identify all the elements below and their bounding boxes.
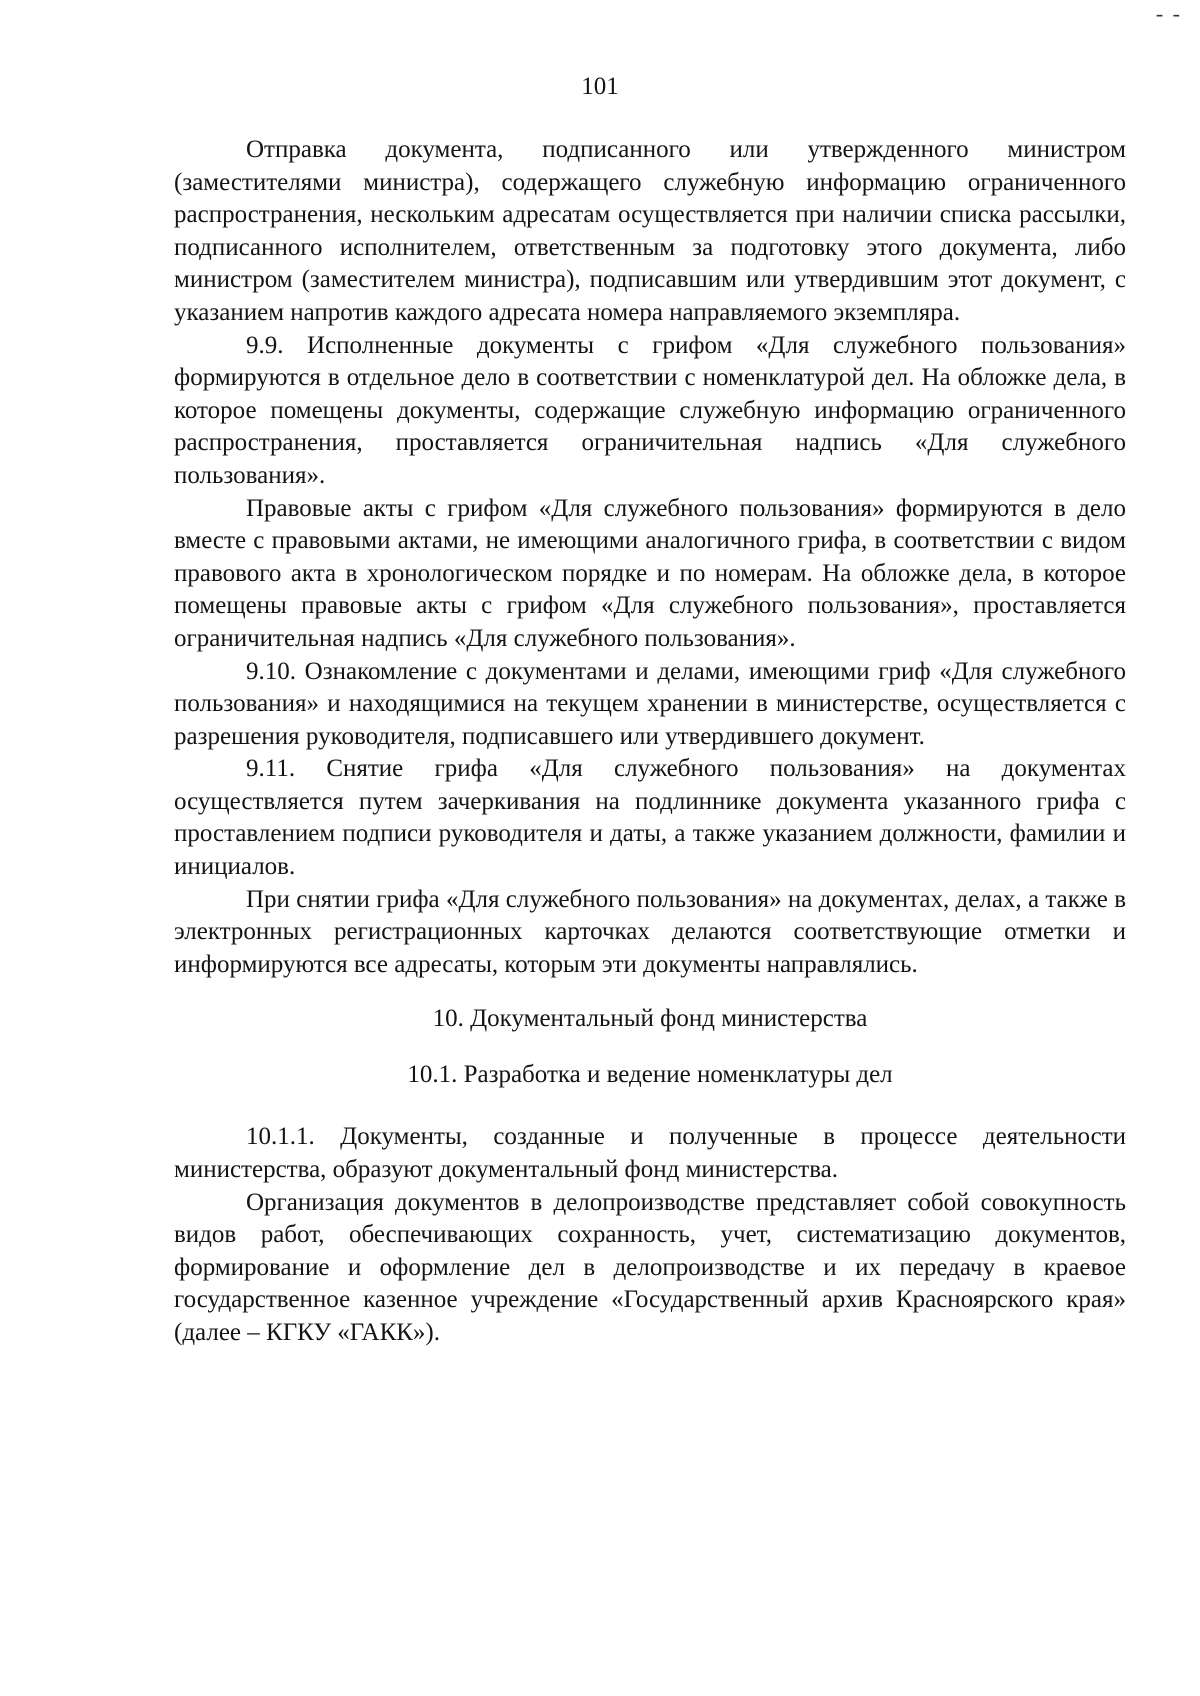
page-number: 101 [581,73,619,100]
corner-mark: - - [1155,1,1182,26]
paragraph-9-10: 9.10. Ознакомление с документами и делами, имеющими гриф «Для служебного пользования» и находящимися на текущем хранении в министерстве, осуществляется с разрешения руководителя, подписавшего или утвердившего документ. [174,657,1126,750]
paragraph-legal-acts: Правовые акты с грифом «Для служебного пользования» формируются в дело вместе с правовыми актами, не имеющими аналогичного грифа, в соответствии с видом правового акта в хронологическом порядке и по номерам. На обложке дела, в которое помещены правовые акты с грифом «Для служебного пользования», проставляется ограничительная надпись «Для служебного пользования». [174,494,1126,652]
paragraph-9-11: 9.11. Снятие грифа «Для служебного пользования» на документах осуществляется путем зачеркивания на подлиннике документа указанного грифа с проставлением подписи руководителя и даты, а также указанием должности, фамилии и инициалов. [174,755,1126,881]
paragraph-9-9: 9.9. Исполненные документы с грифом «Для служебного пользования» формируются в отдельное дело в соответствии с номенклатурой дел. На обложке дела, в которое помещены документы, содержащие служебную информацию ограниченного распространения, проставляется ограничительная надпись «Для служебного пользования». [174,331,1126,489]
paragraph-grif-removal: При снятии грифа «Для служебного пользования» на документах, делах, а также в электронных регистрационных карточках делаются соответствующие отметки и информируются все адресаты, которым эти документы направлялись. [174,885,1126,978]
section-heading: 10. Документальный фонд министерства [432,1005,868,1033]
paragraph-organization: Организация документов в делопроизводстве представляет собой совокупность видов работ, обеспечивающих сохранность, учет, систематизацию документов, формирование и оформление дел в делопроизводстве и их передачу в краевое государственное казенное учреждение «Государственный архив Красноярского края» (далее – КГКУ «ГАКК»). [174,1188,1126,1346]
document-body [174,134,1126,1350]
paragraph-distribution: Отправка документа, подписанного или утвержденного министром (заместителями министра), содержащего служебную информацию ограниченного распространения, нескольким адресатам осуществляется при наличии списка рассылки, подписанного исполнителем, ответственным за подготовку этого документа, либо министром (заместителем министра), подписавшим или утвердившим этот документ, с указанием напротив каждого адресата номера направляемого экземпляра. [174,136,1126,326]
subsection-heading: 10.1. Разработка и ведение номенклатуры дел [407,1061,893,1089]
paragraph-10-1-1: 10.1.1. Документы, созданные и полученные в процессе деятельности министерства, образуют документальный фонд министерства. [174,1123,1126,1184]
